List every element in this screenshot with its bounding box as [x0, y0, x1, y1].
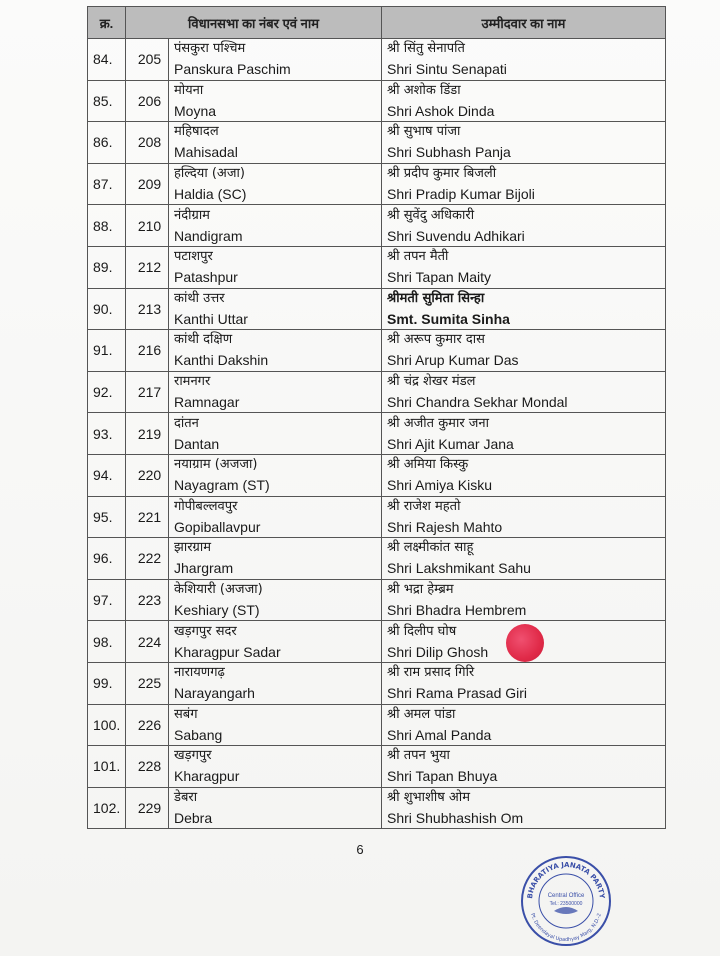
candidate-name-cell — [382, 122, 666, 164]
table-row — [88, 496, 666, 538]
candidate-name-hindi: श्री तपन मैती — [387, 249, 449, 265]
constituency-name-cell — [169, 246, 382, 288]
candidate-name-hindi: श्री सुभाष पांजा — [387, 124, 461, 140]
constituency-number-cell: 222 — [126, 538, 169, 580]
table-row — [88, 704, 666, 746]
constituency-name-cell — [169, 163, 382, 205]
constituency-name-cell — [169, 454, 382, 496]
candidate-name-english: Shri Rama Prasad Giri — [387, 685, 528, 702]
table-row — [88, 746, 666, 788]
constituency-name-cell — [169, 538, 382, 580]
seal-center-line2: Tel.: 23500000 — [549, 901, 583, 907]
constituency-name-english: Nayagram (ST) — [174, 477, 270, 494]
constituency-number-cell: 217 — [126, 371, 169, 413]
candidate-name-english: Shri Bhadra Hembrem — [387, 602, 527, 619]
candidate-name-cell — [382, 80, 666, 122]
constituency-name-english: Keshiary (ST) — [174, 602, 260, 619]
constituency-name-cell — [169, 704, 382, 746]
constituency-name-english: Moyna — [174, 102, 217, 119]
constituency-name-hindi: गोपीबल्लवपुर — [174, 498, 238, 514]
constituency-number-cell: 212 — [126, 246, 169, 288]
constituency-name-cell — [169, 746, 382, 788]
candidate-name-english: Shri Suvendu Adhikari — [387, 227, 525, 244]
constituency-number-cell: 224 — [126, 621, 169, 663]
candidate-name-cell — [382, 704, 666, 746]
table-row — [88, 371, 666, 413]
constituency-number-cell: 225 — [126, 662, 169, 704]
table-row — [88, 122, 666, 164]
constituency-number-cell: 210 — [126, 205, 169, 247]
serial-number-cell: 84. — [88, 39, 126, 81]
table-row — [88, 288, 666, 330]
candidate-name-english: Shri Ajit Kumar Jana — [387, 435, 514, 452]
candidate-name-english: Shri Ashok Dinda — [387, 102, 495, 119]
constituency-name-english: Nandigram — [174, 227, 243, 244]
candidate-name-hindi: श्री चंद्र शेखर मंडल — [387, 374, 476, 390]
seal-top-text: BHARATIYA JANATA PARTY — [526, 860, 606, 900]
candidate-name-english: Shri Subhash Panja — [387, 144, 511, 161]
table-row — [88, 246, 666, 288]
constituency-number-cell: 221 — [126, 496, 169, 538]
constituency-name-cell — [169, 288, 382, 330]
constituency-number-cell: 229 — [126, 787, 169, 829]
candidate-name-english: Shri Tapan Maity — [387, 269, 492, 286]
table-row — [88, 413, 666, 455]
candidate-name-cell — [382, 579, 666, 621]
party-seal-stamp — [520, 855, 612, 947]
constituency-name-hindi: मोयना — [174, 82, 204, 98]
constituency-number-cell: 219 — [126, 413, 169, 455]
candidate-name-cell — [382, 205, 666, 247]
constituency-name-english: Haldia (SC) — [174, 186, 247, 203]
candidate-name-english: Shri Rajesh Mahto — [387, 518, 503, 535]
serial-number-cell: 85. — [88, 80, 126, 122]
table-body — [88, 39, 666, 829]
candidate-name-english: Shri Tapan Bhuya — [387, 768, 498, 785]
constituency-name-english: Dantan — [174, 435, 220, 452]
constituency-name-english: Kharagpur Sadar — [174, 643, 281, 660]
serial-number-cell: 88. — [88, 205, 126, 247]
constituency-name-cell — [169, 205, 382, 247]
candidate-name-cell — [382, 246, 666, 288]
constituency-name-english: Panskura Paschim — [174, 61, 291, 78]
header-candidate: उम्मीदवार का नाम — [382, 7, 666, 39]
constituency-name-hindi: नंदीग्राम — [174, 207, 210, 223]
serial-number-cell: 92. — [88, 371, 126, 413]
table-row — [88, 330, 666, 372]
table-row — [88, 579, 666, 621]
candidate-name-cell — [382, 413, 666, 455]
serial-number-cell: 94. — [88, 454, 126, 496]
candidate-name-hindi: श्री अजीत कुमार जना — [387, 415, 489, 431]
candidate-name-hindi: श्री अशोक डिंडा — [387, 82, 461, 98]
constituency-name-hindi: खड़गपुर सदर — [174, 623, 237, 639]
header-constituency: विधानसभा का नंबर एवं नाम — [126, 7, 382, 39]
candidate-name-cell — [382, 163, 666, 205]
serial-number-cell: 91. — [88, 330, 126, 372]
serial-number-cell: 102. — [88, 787, 126, 829]
constituency-number-cell: 220 — [126, 454, 169, 496]
candidate-name-cell — [382, 538, 666, 580]
page-number: 6 — [356, 842, 364, 857]
constituency-name-english: Kanthi Dakshin — [174, 352, 269, 369]
constituency-number-cell: 228 — [126, 746, 169, 788]
candidate-name-hindi: श्री राजेश महतो — [387, 498, 461, 514]
seal-bottom-text: Pt. Deendayal Upadhyay Marg, N.D.-2 — [529, 912, 603, 944]
table-row — [88, 621, 666, 663]
constituency-name-cell — [169, 787, 382, 829]
candidate-name-hindi: श्री अमिया किस्कु — [387, 457, 469, 473]
constituency-name-cell — [169, 122, 382, 164]
candidate-name-hindi: श्री अमल पांडा — [387, 706, 456, 722]
candidate-name-hindi: श्री तपन भुया — [387, 748, 450, 764]
constituency-name-hindi: कांथी उत्तर — [174, 290, 225, 306]
lotus-icon — [554, 907, 578, 914]
constituency-name-cell — [169, 39, 382, 81]
candidate-name-cell — [382, 288, 666, 330]
candidate-name-hindi: श्री प्रदीप कुमार बिजली — [387, 166, 497, 182]
serial-number-cell: 95. — [88, 496, 126, 538]
constituency-name-hindi: पटाशपुर — [174, 249, 213, 265]
constituency-name-hindi: महिषादल — [174, 124, 219, 140]
candidate-name-english: Shri Chandra Sekhar Mondal — [387, 394, 568, 411]
serial-number-cell: 89. — [88, 246, 126, 288]
table-row — [88, 205, 666, 247]
constituency-name-cell — [169, 496, 382, 538]
constituency-name-english: Debra — [174, 809, 213, 826]
constituency-number-cell: 216 — [126, 330, 169, 372]
candidate-name-hindi: श्री दिलीप घोष — [387, 623, 457, 639]
candidate-name-cell — [382, 496, 666, 538]
constituency-name-hindi: कांथी दक्षिण — [174, 332, 233, 348]
candidate-name-english: Shri Dilip Ghosh — [387, 643, 489, 660]
candidate-name-english: Smt. Sumita Sinha — [387, 310, 510, 327]
candidate-name-hindi: श्री भद्रा हेम्ब्रम — [387, 582, 454, 598]
candidate-name-cell — [382, 330, 666, 372]
candidate-name-hindi: श्री राम प्रसाद गिरि — [387, 665, 475, 681]
candidate-name-hindi: श्री शुभाशीष ओम — [387, 789, 470, 805]
candidate-name-english: Shri Shubhashish Om — [387, 809, 524, 826]
candidate-name-english: Shri Amiya Kisku — [387, 477, 493, 494]
candidate-name-hindi: श्रीमती सुमिता सिन्हा — [387, 290, 485, 306]
candidate-name-cell — [382, 746, 666, 788]
constituency-number-cell: 226 — [126, 704, 169, 746]
header-serial: क्र. — [88, 7, 126, 39]
candidate-name-cell — [382, 39, 666, 81]
candidate-name-cell — [382, 662, 666, 704]
constituency-name-english: Kharagpur — [174, 768, 240, 785]
constituency-name-hindi: नयाग्राम (अजजा) — [174, 457, 258, 473]
red-dot-mark — [506, 624, 544, 662]
constituency-name-cell — [169, 371, 382, 413]
table-row — [88, 163, 666, 205]
candidate-name-english: Shri Amal Panda — [387, 726, 492, 743]
constituency-number-cell: 223 — [126, 579, 169, 621]
table-header-row — [88, 7, 666, 39]
serial-number-cell: 93. — [88, 413, 126, 455]
constituency-name-english: Patashpur — [174, 269, 238, 286]
constituency-name-hindi: झारग्राम — [174, 540, 211, 556]
constituency-name-english: Jhargram — [174, 560, 234, 577]
constituency-name-cell — [169, 621, 382, 663]
table-row — [88, 80, 666, 122]
candidate-name-english: Shri Arup Kumar Das — [387, 352, 519, 369]
constituency-name-cell — [169, 579, 382, 621]
serial-number-cell: 97. — [88, 579, 126, 621]
serial-number-cell: 90. — [88, 288, 126, 330]
constituency-name-hindi: नारायणगढ़ — [174, 665, 225, 681]
constituency-name-hindi: खड़गपुर — [174, 748, 212, 764]
constituency-name-english: Ramnagar — [174, 394, 240, 411]
constituency-name-hindi: केशियारी (अजजा) — [174, 582, 263, 598]
constituency-name-cell — [169, 413, 382, 455]
constituency-number-cell: 209 — [126, 163, 169, 205]
constituency-name-cell — [169, 662, 382, 704]
constituency-name-hindi: डेबरा — [174, 789, 198, 805]
constituency-name-english: Kanthi Uttar — [174, 310, 248, 327]
serial-number-cell: 87. — [88, 163, 126, 205]
table-row — [88, 787, 666, 829]
candidate-name-cell — [382, 454, 666, 496]
candidate-name-cell — [382, 371, 666, 413]
constituency-name-hindi: सबंग — [174, 706, 198, 722]
constituency-name-english: Mahisadal — [174, 144, 238, 161]
constituency-number-cell: 213 — [126, 288, 169, 330]
candidate-name-hindi: श्री लक्ष्मीकांत साहू — [387, 540, 474, 556]
constituency-name-cell — [169, 80, 382, 122]
candidate-name-english: Shri Pradip Kumar Bijoli — [387, 186, 535, 203]
candidate-name-cell — [382, 787, 666, 829]
table-row — [88, 39, 666, 81]
seal-center-line1: Central Office — [547, 893, 585, 899]
candidate-name-english: Shri Sintu Senapati — [387, 61, 507, 78]
constituency-number-cell: 208 — [126, 122, 169, 164]
serial-number-cell: 99. — [88, 662, 126, 704]
serial-number-cell: 100. — [88, 704, 126, 746]
constituency-name-english: Gopiballavpur — [174, 518, 261, 535]
constituency-number-cell: 205 — [126, 39, 169, 81]
table-row — [88, 538, 666, 580]
constituency-name-hindi: पंसकुरा पश्चिम — [174, 41, 246, 57]
serial-number-cell: 96. — [88, 538, 126, 580]
constituency-number-cell: 206 — [126, 80, 169, 122]
constituency-name-cell — [169, 330, 382, 372]
serial-number-cell: 101. — [88, 746, 126, 788]
candidate-name-hindi: श्री सुवेंदु अधिकारी — [387, 207, 475, 223]
candidate-table — [87, 6, 666, 829]
constituency-name-english: Narayangarh — [174, 685, 255, 702]
serial-number-cell: 98. — [88, 621, 126, 663]
constituency-name-hindi: हल्दिया (अजा) — [174, 166, 245, 182]
serial-number-cell: 86. — [88, 122, 126, 164]
constituency-name-hindi: रामनगर — [174, 374, 211, 390]
candidate-name-english: Shri Lakshmikant Sahu — [387, 560, 531, 577]
candidate-name-hindi: श्री सिंतु सेनापति — [387, 41, 465, 57]
table-row — [88, 454, 666, 496]
table-row — [88, 662, 666, 704]
constituency-name-hindi: दांतन — [174, 415, 199, 431]
constituency-name-english: Sabang — [174, 726, 223, 743]
candidate-name-hindi: श्री अरूप कुमार दास — [387, 332, 485, 348]
